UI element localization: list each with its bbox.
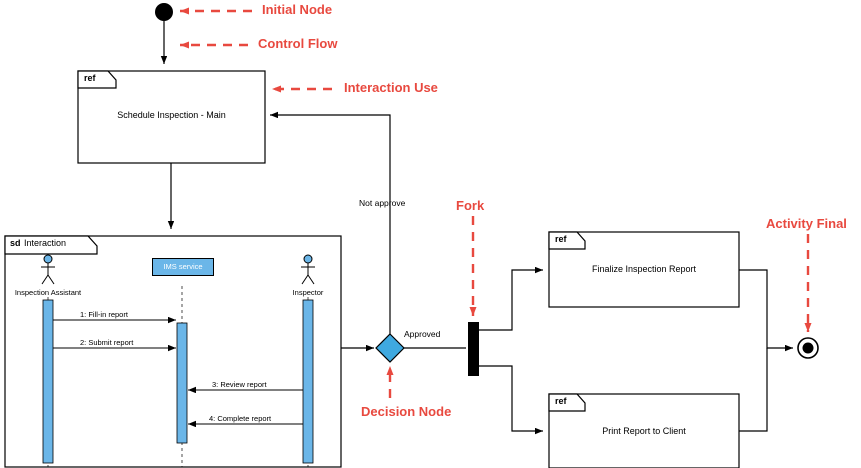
decision-node-diamond: [376, 334, 404, 362]
message-label-3: 3: Review report: [212, 380, 267, 389]
ref-tag-print: ref: [555, 396, 567, 406]
ref-tag-schedule: ref: [84, 73, 96, 83]
activity-final-inner-dot: [803, 343, 814, 354]
annotation-decision-node: Decision Node: [361, 404, 452, 419]
sd-frame-keyword-text: sd: [10, 238, 21, 248]
flow-fork-to-print: [479, 366, 543, 431]
ref-name-schedule: Schedule Inspection - Main: [117, 110, 226, 120]
flow-label-not-approve: Not approve: [359, 198, 406, 208]
lifeline-label-inspector: Inspector: [292, 288, 324, 297]
ref-name-print: Print Report to Client: [602, 426, 686, 436]
flow-fork-to-finalize: [479, 270, 543, 330]
sd-frame-name: Interaction: [24, 238, 67, 248]
annotation-control-flow: Control Flow: [258, 36, 338, 51]
ref-tag-finalize: ref: [555, 234, 567, 244]
lifeline-label-inspection-assistant: Inspection Assistant: [14, 288, 82, 297]
annotation-activity-final: Activity Final: [766, 216, 847, 231]
message-label-4: 4: Complete report: [209, 414, 272, 423]
ref-name-finalize: Finalize Inspection Report: [591, 264, 697, 274]
lifeline-box-ims-service: IMS service: [152, 258, 214, 276]
annotation-fork: Fork: [456, 198, 485, 213]
message-label-1: 1: Fill-in report: [80, 310, 128, 319]
activation-inspection-assistant: [43, 300, 53, 463]
initial-node-dot: [155, 3, 173, 21]
annotation-interaction-use: Interaction Use: [344, 80, 438, 95]
activation-ims-service: [177, 323, 187, 443]
flow-print-to-final: [739, 348, 767, 431]
activation-inspector: [303, 300, 313, 463]
flow-label-approved: Approved: [404, 329, 441, 339]
message-label-2: 2: Submit report: [80, 338, 134, 347]
flow-finalize-to-final: [739, 270, 793, 348]
fork-bar: [468, 322, 479, 376]
annotation-initial-node: Initial Node: [262, 2, 333, 17]
sd-frame-keyword: [10, 238, 21, 248]
